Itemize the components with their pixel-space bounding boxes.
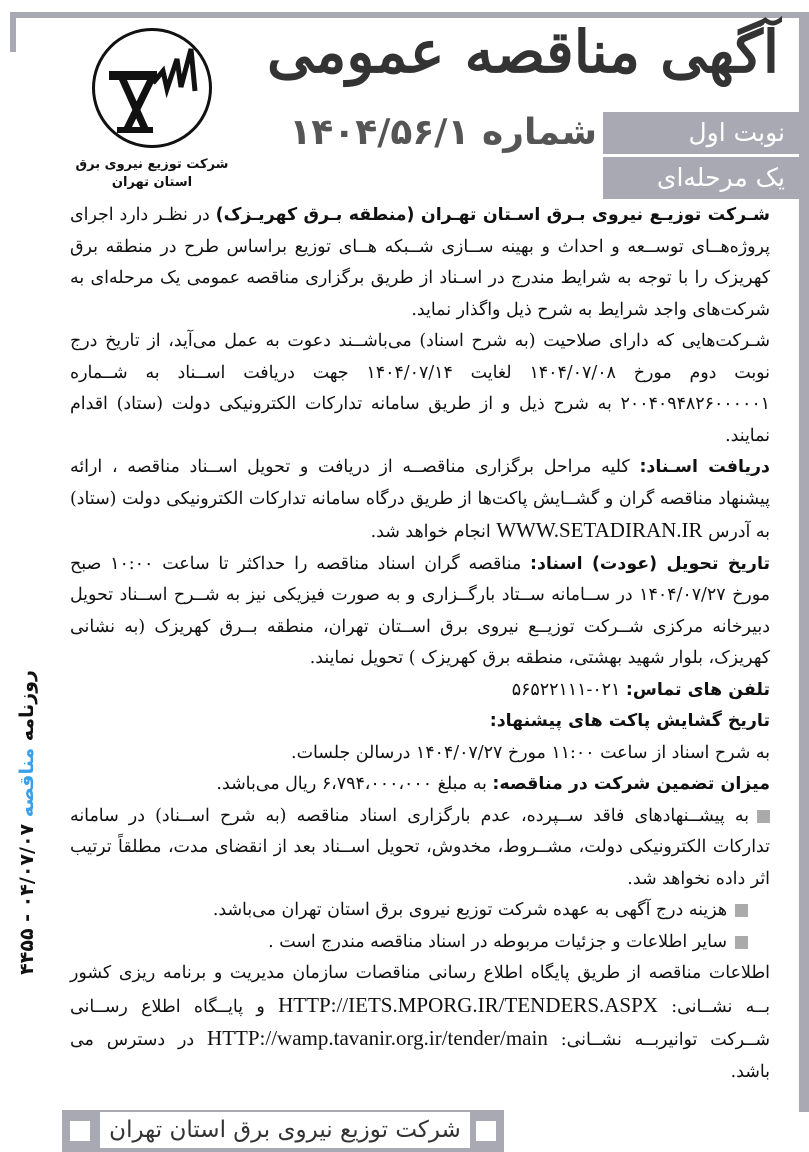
intro-paragraph xyxy=(70,200,770,326)
guarantee-text: به مبلغ ۶،۷۹۴،۰۰۰،۰۰۰ ریال می‌باشد. xyxy=(216,774,493,794)
opening-label: تاریخ گشایش پاکت های پیشنهاد: xyxy=(489,711,770,731)
page-title: آگهی مناقصه عمومی xyxy=(266,18,779,86)
bullet-text: به پیشــنهادهای فاقد ســپرده، عدم بارگزاری اسناد مناقصه (به شرح اســناد) در سامانه تدارکات الکترونیکی دولت، مشــروط، مخدوش، تحویل اســناد بعد از انقضای مدت، مطلقاً ترتیب اثر داده نخواهد شد. xyxy=(70,805,770,889)
delivery-paragraph xyxy=(70,549,770,675)
left-frame-bar xyxy=(10,12,16,52)
newspaper-prefix: روزنامه xyxy=(16,670,38,742)
footer-text: شرکت توزیع نیروی برق استان تهران xyxy=(100,1112,470,1148)
footer-right-square xyxy=(472,1117,500,1145)
phone-label: تلفن های تماس: xyxy=(625,679,770,700)
tender-number-value: ۱۴۰۴/۵۶/۱ xyxy=(289,112,470,153)
phone-line xyxy=(70,675,770,707)
bullet-item xyxy=(70,801,770,896)
power-tower-icon xyxy=(95,31,209,145)
phone-number: ۰۲۱-۵۶۵۲۲۱۱۱ xyxy=(511,679,621,700)
receive-text: کلیه مراحل برگزاری مناقصــه از دریافت و تحویل اســناد مناقصه ، ارائه پیشنهاد مناقصه گران و گشــایش پاکت‌ها از طریق درگاه سامانه تدارکات الکترونیکی دولت (ستاد) به آدرس xyxy=(70,457,770,542)
bullet-square-icon xyxy=(757,810,770,823)
footer-left-square xyxy=(66,1117,94,1145)
tender-number xyxy=(289,112,597,153)
opening-label-line xyxy=(70,706,770,738)
setad-link[interactable]: WWW.SETADIRAN.IR xyxy=(496,518,703,542)
bullet-item xyxy=(70,927,770,959)
guarantee-paragraph xyxy=(70,769,770,801)
info-paragraph xyxy=(70,958,770,1088)
receive-label: دریافت اسـناد: xyxy=(639,457,770,477)
delivery-text: مناقصه گران اسناد مناقصه را حداکثر تا ساعت ۱۰:۰۰ صبح مورخ ۱۴۰۴/۰۷/۲۷ در ســامانه ســتاد بارگــزاری و به صورت فیزیکی نیز به شــرح اســناد تحویل دبیرخانه مرکزی شــرکت توزیــع نیروی برق اســتان تهران، منطقه بــرق کهریزک (به نشانی کهریزک، بلوار شهید بهشتی، منطقه برق کهریزک ) تحویل نمایند. xyxy=(70,553,770,668)
stage-badge: یک مرحله‌ای xyxy=(603,157,799,199)
tender-number-prefix: شماره xyxy=(481,112,597,153)
info-text: اطلاعات مناقصه از طریق پایگاه اطلاع رسانی مناقصات سازمان مدیریت و برنامه ریزی کشور بــه نشــانی: xyxy=(70,963,770,1017)
company-logo xyxy=(92,28,212,148)
tavanir-link[interactable]: HTTP://wamp.tavanir.org.ir/tender/main xyxy=(207,1026,548,1050)
intro-text: در نظـر دارد اجرای پروژه‌هــای توســعه و احداث و بهینه ســازی شــبکه هــای توزیع براساس طرح در منطقه برق کهریزک را با توجه به شرایط مندرج در اسـناد از طریق برگزاری مناقصه عمومی یک مرحله‌ای به شرکت‌های واجد شرایط به شرح ذیل واگذار نماید. xyxy=(70,205,770,320)
bullet-square-icon xyxy=(735,904,748,917)
receive-end: انجام خواهد شد. xyxy=(370,522,497,542)
bullet-text: سایر اطلاعات و جزئیات مربوطه در اسناد مناقصه مندرج است . xyxy=(268,931,727,952)
receive-paragraph xyxy=(70,452,770,549)
round-badge: نوبت اول xyxy=(603,112,799,154)
logo-caption-line1: شرکت توزیع نیروی برق xyxy=(75,157,229,172)
newspaper-name: مناقصه‌ xyxy=(16,747,38,818)
delivery-label: تاریخ تحویل (عودت) اسناد: xyxy=(530,553,770,574)
bullet-square-icon xyxy=(735,936,748,949)
info-end: در دسترس می باشد. xyxy=(70,1030,770,1082)
bullet-item xyxy=(70,895,770,927)
announcement-body xyxy=(70,200,770,1088)
eligibility-paragraph: شـرکت‌هایی که دارای صلاحیت (به شرح اسناد) می‌باشــند دعوت به عمل می‌آید، از تاریخ درج نوبت دوم مورخ ۱۴۰۴/۰۷/۰۸ لغایت ۱۴۰۴/۰۷/۱۴ جهت دریافت اســناد به شــماره ۲۰۰۴۰۹۴۸۲۶۰۰۰۰۰۱ به شرح ذیل و از طریق سامانه تدارکات الکترونیکی دولت (ستاد) اقدام نمایند. xyxy=(70,331,770,446)
logo-caption-line2: استان تهران xyxy=(111,175,193,190)
right-frame-bar xyxy=(799,12,809,1112)
info-mid: و پایــگاه اطلاع رســانی شــرکت توانیربــه نشــانی: xyxy=(70,996,770,1050)
logo-caption xyxy=(64,156,240,192)
bullet-text: هزینه درج آگهی به عهده شرکت توزیع نیروی برق استان تهران می‌باشد. xyxy=(212,900,727,920)
guarantee-label: میزان تضمین شرکت در مناقصه: xyxy=(492,774,770,794)
newspaper-side-label xyxy=(16,670,38,1010)
iets-link[interactable]: HTTP://IETS.MPORG.IR/TENDERS.ASPX xyxy=(278,992,658,1017)
intro-bold: شـرکت توزیـع نیروی بـرق اسـتان تهـران (منطقه بـرق کهریـزک) xyxy=(215,205,770,225)
issue-date-code: ۰۴/۰۷/۰۷ - ۴۴۵۵ xyxy=(16,823,38,975)
opening-paragraph: به شرح اسناد از ساعت ۱۱:۰۰ مورخ ۱۴۰۴/۰۷/۲۷ درسالن جلسات. xyxy=(291,742,770,763)
